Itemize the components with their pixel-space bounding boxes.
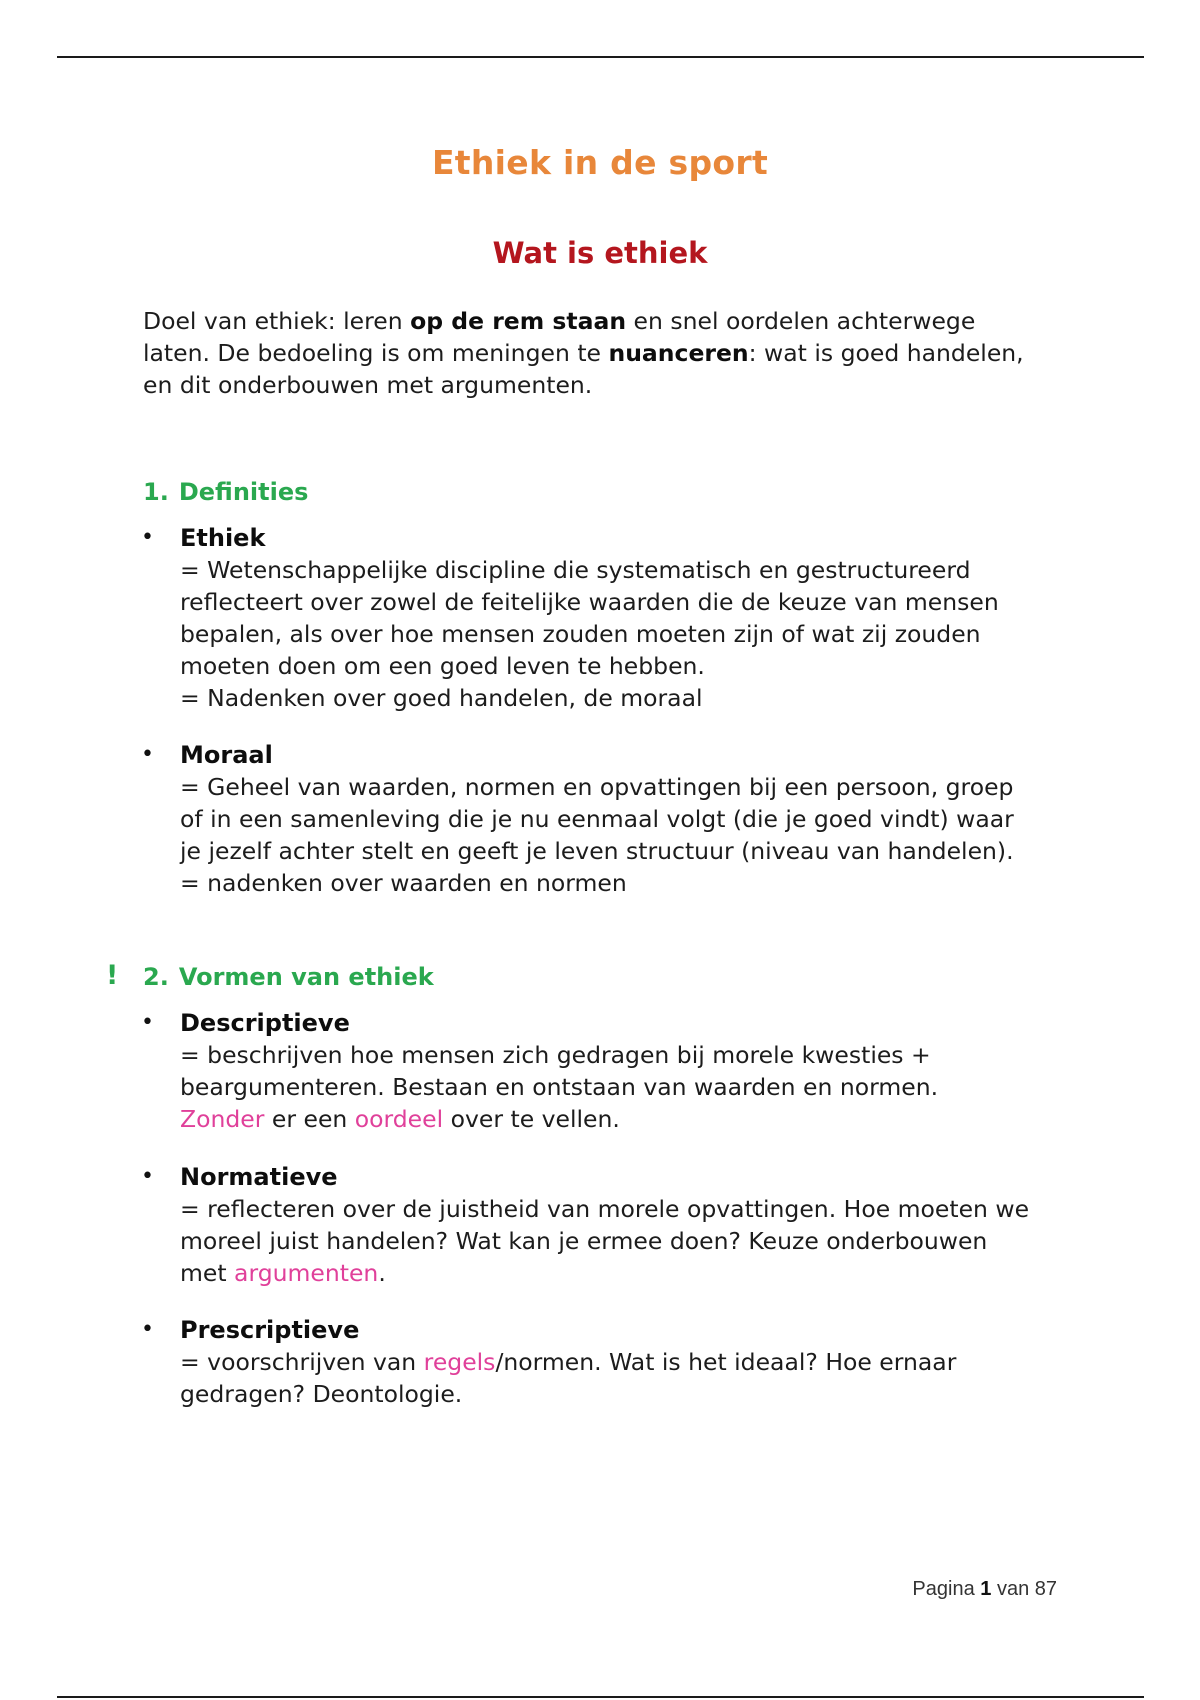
bullet-icon: • <box>141 1010 154 1035</box>
bottom-rule <box>57 1696 1144 1698</box>
section-title: Wat is ethiek <box>492 236 708 270</box>
highlight-argumenten: argumenten <box>234 1259 379 1287</box>
bullet-icon: • <box>141 742 154 767</box>
bullet-icon: • <box>141 1164 154 1189</box>
term: Descriptieve <box>180 1009 350 1037</box>
emphasis-rem-staan: op de rem staan <box>410 307 627 335</box>
emphasis-nuanceren: nuanceren <box>608 339 749 367</box>
exclamation-marker: ! <box>106 960 119 991</box>
top-rule <box>57 56 1144 58</box>
term: Normatieve <box>180 1163 338 1191</box>
page-number: Pagina 1 van 87 <box>912 1578 1057 1600</box>
list-item-prescriptieve: • Prescriptieve = voorschrijven van regels/normen. Wat is het ideaal? Hoe ernaar gedragen? Deontologie. <box>180 1314 1080 1410</box>
bullet-icon: • <box>141 1317 154 1342</box>
document-title: Ethiek in de sport <box>431 143 769 182</box>
highlight-regels: regels <box>423 1348 496 1376</box>
heading-vormen-van-ethiek: 2. Vormen van ethiek <box>143 963 434 991</box>
bullet-icon: • <box>141 525 154 550</box>
list-item-moraal: • Moraal = Geheel van waarden, normen en opvattingen bij een persoon, groep of in een samenleving die je nu eenmaal volgt (die je goed vindt) waar je jezelf achter stelt en geeft je leven structuur (niveau van handelen). = nadenken over waarden en normen <box>180 739 1080 899</box>
intro-paragraph: Doel van ethiek: leren op de rem staan en snel oordelen achterwege laten. De bedoeling is om meningen te nuanceren: wat is goed handelen, en dit onderbouwen met argumenten. <box>143 307 1024 399</box>
highlight-oordeel: oordeel <box>354 1105 444 1133</box>
highlight-zonder: Zonder <box>180 1105 265 1133</box>
list-item-ethiek: • Ethiek = Wetenschappelijke discipline die systematisch en gestructureerd reflecteert over zowel de feitelijke waarden die de keuze van mensen bepalen, als over hoe mensen zouden moeten zijn of wat zij zouden moeten doen om een goed leven te hebben. = Nadenken over goed handelen, de moraal <box>180 522 1080 714</box>
list-item-descriptieve: • Descriptieve = beschrijven hoe mensen zich gedragen bij morele kwesties + beargumenteren. Bestaan en ontstaan van waarden en normen. Zonder er een oordeel over te vellen. <box>180 1007 1080 1135</box>
term: Ethiek <box>180 524 266 552</box>
heading-definities: 1. Definities <box>143 478 309 506</box>
term: Prescriptieve <box>180 1316 360 1344</box>
list-item-normatieve: • Normatieve = reflecteren over de juistheid van morele opvattingen. Hoe moeten we moreel juist handelen? Wat kan je ermee doen? Keuze onderbouwen met argumenten. <box>180 1161 1080 1289</box>
term: Moraal <box>180 741 273 769</box>
